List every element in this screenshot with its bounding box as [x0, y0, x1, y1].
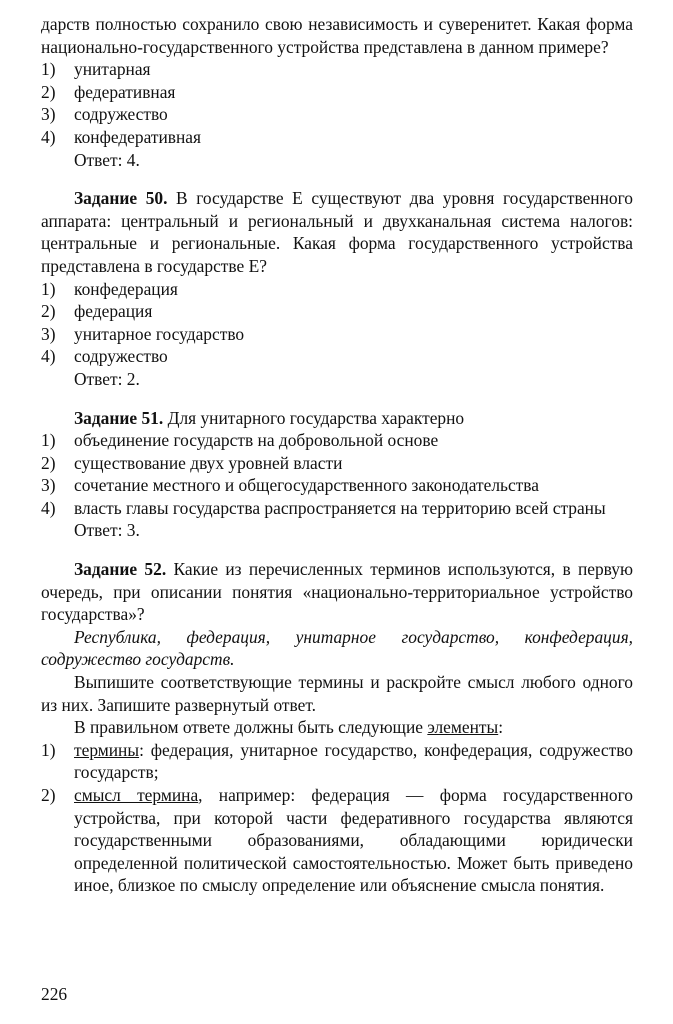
option-item: 4) власть главы государства распространяется на территорию всей страны — [41, 497, 606, 518]
question-tail: дарств полностью сохранило свою независимость и суверенитет. Какая форма национально-государственного устройства представлена в данном примере? — [41, 14, 633, 57]
page-content — [41, 13, 633, 897]
task-52-terms: Республика, федерация, унитарное государство, конфедерация, содружество государств. — [41, 626, 633, 670]
option-list — [41, 278, 633, 368]
elements-word: элементы — [427, 717, 499, 738]
option-list — [41, 58, 633, 148]
task-label: Задание 51. — [74, 407, 164, 428]
page-number: 226 — [41, 984, 68, 1004]
option-item: 3) унитарное государство — [41, 323, 245, 344]
option-list — [41, 429, 633, 519]
element-lead: термины — [74, 739, 140, 760]
task-51-question: Задание 51. Для унитарного государства характерно — [74, 407, 465, 428]
answer: Ответ: 4. — [74, 149, 140, 170]
element-item: 1) термины: федерация, унитарное государство, конфедерация, содружество государств; — [41, 739, 633, 783]
elements-intro: В правильном ответе должны быть следующие элементы: — [74, 717, 504, 738]
option-item: 3) сочетание местного и общегосударственного законодательства — [41, 475, 539, 496]
task-50-question: Задание 50. В государстве Е существуют два уровня государственного аппарата: центральный и региональный и двухканальная система налогов: центральные и региональные. Какая форма государственного устройства представлена в государстве Е? — [41, 188, 633, 276]
elements-list — [41, 739, 633, 897]
option-item: 4) конфедеративная — [41, 126, 201, 147]
task-label: Задание 50. — [74, 188, 168, 209]
element-item: 2) смысл термина, например: федерация — форма государственного устройства, при которой части федеративного государства являются государственными образованиями, обладающими юридически определенной политической самостоятельностью. Может быть приведено иное, близкое по смыслу определение или объяснение смысла понятия. — [41, 785, 633, 896]
option-item: 3) содружество — [41, 104, 168, 125]
option-item: 4) содружество — [41, 346, 168, 367]
task-52-question: Задание 52. Какие из перечисленных терминов используются, в первую очередь, при описании понятия «национально-территориальное устройство государства»? — [41, 559, 633, 625]
task-label: Задание 52. — [74, 559, 167, 580]
option-item: 2) федеративная — [41, 81, 176, 102]
option-item: 2) федерация — [41, 301, 153, 322]
answer: Ответ: 2. — [74, 368, 140, 389]
answer: Ответ: 3. — [74, 520, 140, 541]
option-item: 1) объединение государств на добровольной основе — [41, 430, 439, 451]
task-52-instruction: Выпишите соответствующие термины и раскройте смысл любого одного из них. Запишите развернутый ответ. — [41, 672, 633, 715]
option-item: 2) существование двух уровней власти — [41, 452, 343, 473]
option-item: 1) унитарная — [41, 59, 151, 80]
option-item: 1) конфедерация — [41, 278, 178, 299]
element-lead: смысл термина — [74, 785, 199, 805]
